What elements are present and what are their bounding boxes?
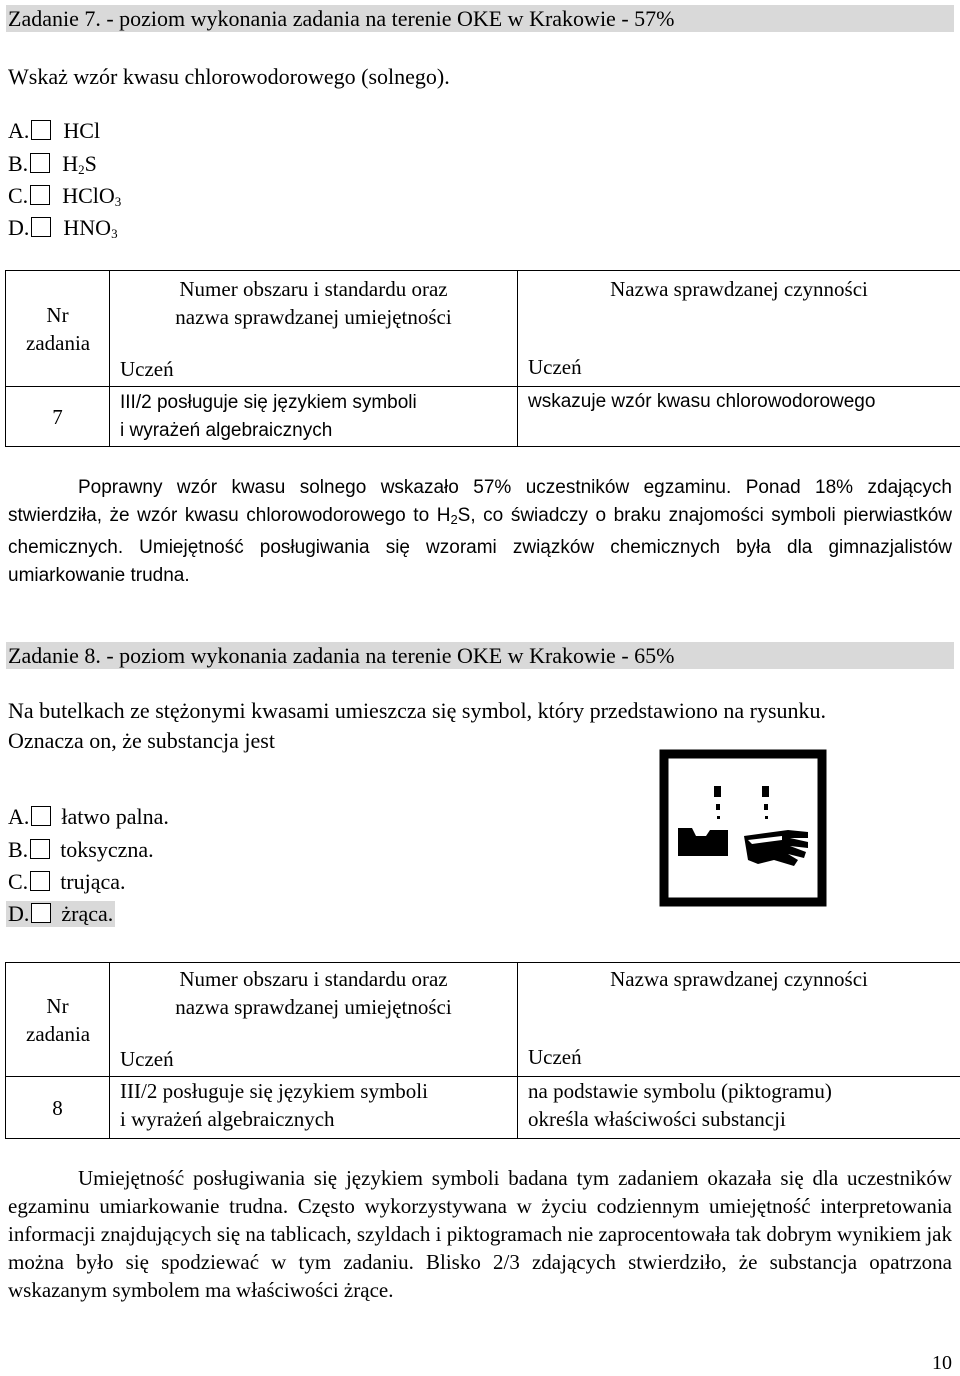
task7-question: Wskaż wzór kwasu chlorowodorowego (solnego). (8, 64, 450, 89)
task-number: 8 (6, 1077, 110, 1139)
corroded-surface-icon (678, 828, 728, 856)
checkbox-icon[interactable] (30, 185, 50, 205)
task7-header: Zadanie 7. - poziom wykonania zadania na terenie OKE w Krakowie - 57% (6, 5, 954, 32)
task7-table (5, 270, 960, 447)
option-letter: D. (8, 215, 30, 240)
option-formula: HNO (63, 215, 112, 240)
option-formula: H (62, 151, 79, 176)
activity-header: Nazwa sprawdzanej czynności (610, 277, 868, 301)
skill-cell (110, 387, 518, 447)
col-nr-header: Nr zadania (6, 271, 110, 387)
hand-icon (744, 830, 808, 866)
task-number: 7 (6, 387, 110, 447)
col-nr-header: Nr zadania (6, 963, 110, 1077)
task8-question-line1: Na butelkach ze stężonymi kwasami umieszcza się symbol, który przedstawiono na rysunku. (8, 698, 827, 723)
checkbox-icon[interactable] (30, 871, 50, 891)
option-letter: B. (8, 837, 29, 862)
activity-cell (518, 387, 960, 447)
option-text: toksyczna. (60, 837, 154, 862)
option-letter: D. (8, 901, 30, 926)
activity-line2: określa właściwości substancji (528, 1107, 786, 1131)
task8-header: Zadanie 8. - poziom wykonania zadania na terenie OKE w Krakowie - 65% (6, 642, 954, 669)
option-text: żrąca. (61, 901, 114, 926)
option-formula: HClO (62, 183, 115, 208)
formula-subscript: 3 (114, 194, 122, 209)
activity-line1: na podstawie symbolu (piktogramu) (528, 1079, 832, 1103)
option-text: łatwo palna. (61, 804, 169, 829)
task8-option-c[interactable] (8, 869, 126, 895)
drops-left-icon (714, 786, 721, 819)
option-letter: A. (8, 118, 30, 143)
task8-question-line2: Oznacza on, że substancja jest (8, 728, 275, 753)
option-formula: HCl (63, 118, 101, 143)
task8-table (5, 962, 960, 1139)
activity-text: wskazuje wzór kwasu chlorowodorowego (528, 391, 876, 412)
option-letter: A. (8, 804, 30, 829)
checkbox-icon[interactable] (31, 217, 51, 237)
formula-subscript: 2 (78, 162, 85, 177)
task8-option-a[interactable] (8, 804, 169, 830)
skill-header-line1: Numer obszaru i standardu oraz (179, 967, 448, 991)
uczen-label: Uczeń (120, 357, 174, 381)
skill-line1: III/2 posługuje się językiem symboli (120, 1079, 428, 1103)
skill-line2: i wyrażeń algebraicznych (120, 420, 333, 441)
page-number: 10 (932, 1352, 952, 1374)
checkbox-icon[interactable] (30, 153, 50, 173)
col-activity-header (518, 963, 960, 1077)
task7-option-d[interactable] (8, 215, 118, 242)
col-skill-header (110, 963, 518, 1077)
uczen-label: Uczeń (528, 355, 582, 379)
skill-header-line2: nazwa sprawdzanej umiejętności (175, 995, 452, 1019)
task8-commentary: Umiejętność posługiwania się językiem symboli badana tym zadaniem okazała się dla uczestników egzaminu umiarkowanie trudna. Często wykorzystywana w życiu codziennym umiejętność interpretowania informacji znajdujących się na tablicach, szyldach i piktogramach nie zaprocentowała tak dobrym wynikiem jak można było się spodziewać w tym zadaniu. Blisko 2/3 zdających stwierdziło, że substancja opatrzona wskazanym symbolem ma właściwości żrące. (8, 1166, 952, 1302)
activity-header: Nazwa sprawdzanej czynności (610, 967, 868, 991)
task8-option-b[interactable] (8, 837, 154, 863)
corrosive-pictogram-icon (648, 732, 846, 920)
formula-subscript: 3 (111, 226, 118, 241)
skill-header-line2: nazwa sprawdzanej umiejętności (175, 305, 452, 329)
task7-option-a[interactable] (8, 118, 100, 144)
activity-cell (518, 1077, 960, 1139)
task8-option-d[interactable] (6, 901, 115, 927)
task7-commentary: Poprawny wzór kwasu solnego wskazało 57% uczestników egzaminu. Ponad 18% zdających stwierdziła, że wzór kwasu chlorowodorowego to $H_2S$, co świadczy o braku znajomości symboli pierwiastków chemicznych. Umiejętność posługiwania się wzorami związków chemicznych była dla gimnazjalistów umiarkowanie trudna. (8, 477, 952, 586)
option-letter: C. (8, 183, 29, 208)
option-letter: B. (8, 151, 29, 176)
checkbox-icon[interactable] (31, 120, 51, 140)
skill-line2: i wyrażeń algebraicznych (120, 1107, 335, 1131)
formula-tail: S (84, 151, 97, 176)
checkbox-icon[interactable] (31, 903, 51, 923)
skill-header-line1: Numer obszaru i standardu oraz (179, 277, 448, 301)
skill-line1: III/2 posługuje się językiem symboli (120, 392, 417, 413)
drops-right-icon (762, 786, 769, 819)
task7-option-c[interactable] (8, 183, 121, 210)
uczen-label: Uczeń (528, 1045, 582, 1069)
option-text: trująca. (60, 869, 126, 894)
task7-option-b[interactable] (8, 151, 97, 178)
skill-cell (110, 1077, 518, 1139)
col-skill-header (110, 271, 518, 387)
uczen-label: Uczeń (120, 1047, 174, 1071)
option-letter: C. (8, 869, 29, 894)
checkbox-icon[interactable] (30, 839, 50, 859)
checkbox-icon[interactable] (31, 806, 51, 826)
col-activity-header (518, 271, 960, 387)
